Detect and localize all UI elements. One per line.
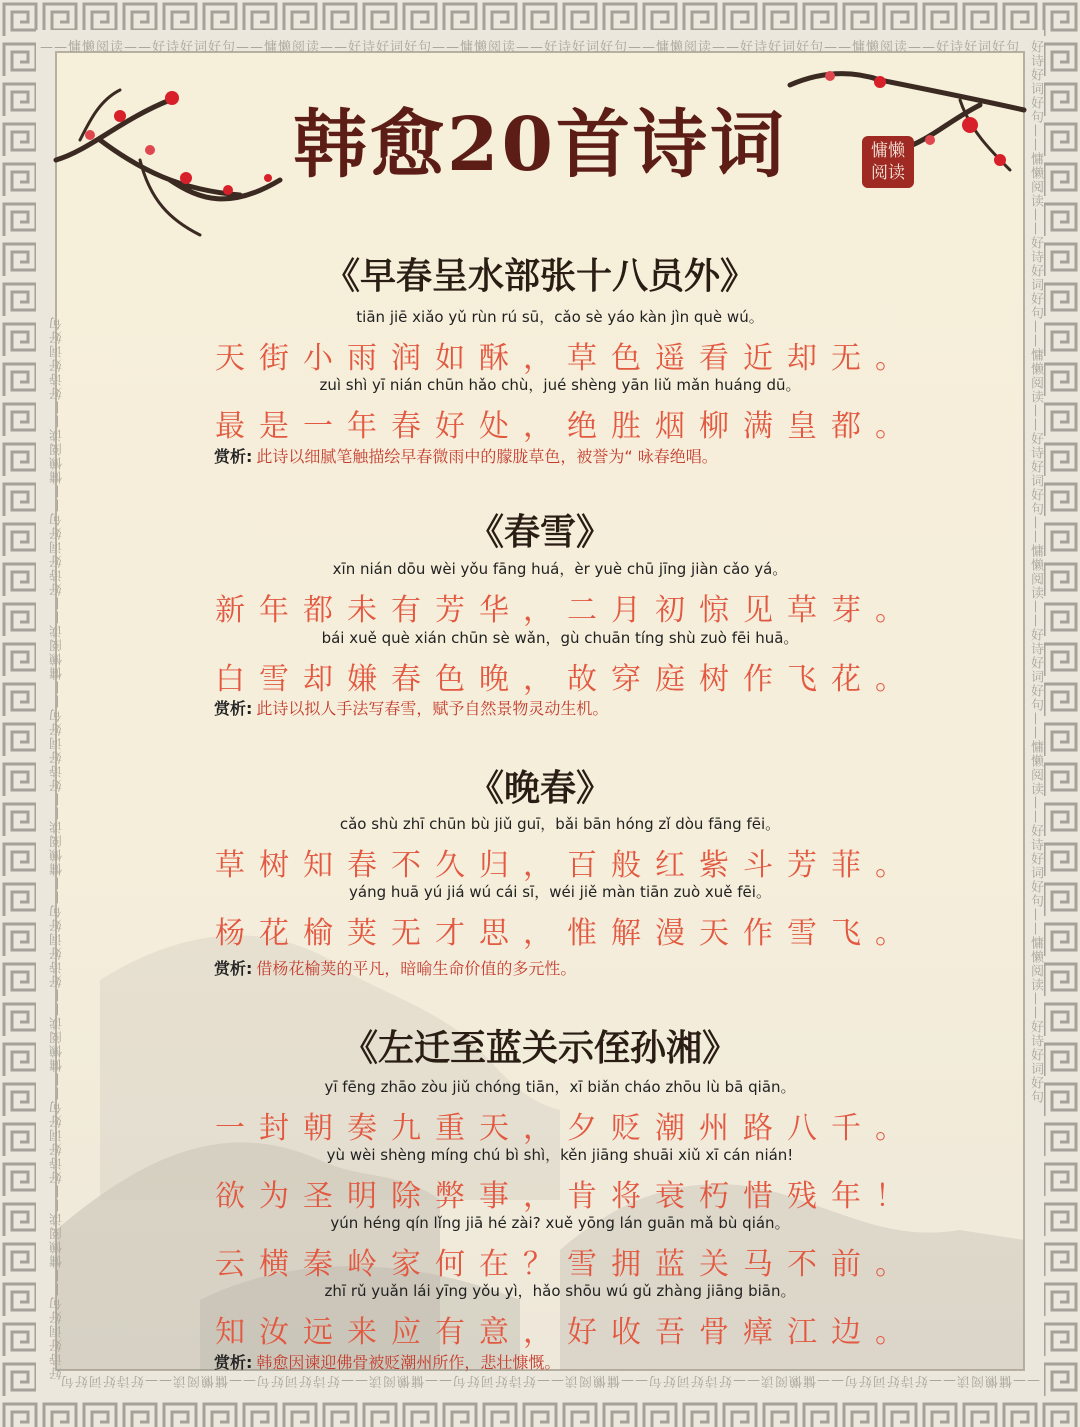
hanzi-char: 骨 (699, 1315, 729, 1350)
hanzi-char: 街 (259, 341, 289, 376)
hanzi-char: 应 (391, 1315, 421, 1350)
hanzi-char: 雨 (347, 341, 377, 376)
hanzi-char: 草 (567, 341, 597, 376)
hanzi-char: 草 (215, 848, 245, 883)
watermark-bottom: ——慵懒阅读——好诗好词好句——慵懒阅读——好诗好词好句——慵懒阅读——好诗好词好句——慵懒阅读——好诗好词好句——慵懒阅读——好诗好词好句 (59, 1373, 1040, 1388)
hanzi-char: 草 (787, 593, 817, 628)
hanzi-char: 蓝 (655, 1247, 685, 1282)
hanzi-char: 二 (567, 593, 597, 628)
comment-text: 韩愈因谏迎佛骨被贬潮州所作，悲壮慷慨。 (256, 1353, 561, 1372)
hanzi-char: 看 (699, 341, 729, 376)
hanzi-line (210, 654, 910, 698)
hanzi-char: 润 (391, 341, 421, 376)
hanzi-char: 思 (479, 916, 509, 951)
hanzi-char: 红 (655, 848, 685, 883)
hanzi-char: 新 (215, 593, 245, 628)
hanzi-char: 意 (479, 1315, 509, 1350)
hanzi-char: 知 (303, 848, 333, 883)
hanzi-char: 作 (743, 916, 773, 951)
hanzi-char: 吾 (655, 1315, 685, 1350)
hanzi-char: 酥 (479, 341, 509, 376)
hanzi-char: 芳 (435, 593, 465, 628)
hanzi-char: ， (523, 916, 553, 951)
hanzi-char: 好 (567, 1315, 597, 1350)
poem-line (210, 1212, 910, 1283)
hanzi-char: 柳 (699, 409, 729, 444)
hanzi-line (210, 840, 910, 884)
hanzi-char: 。 (875, 916, 905, 951)
hanzi-char: ， (523, 341, 553, 376)
hanzi-char: 朽 (699, 1179, 729, 1214)
comment-label: 赏析: (214, 959, 253, 978)
hanzi-char: ？ (523, 1247, 553, 1282)
hanzi-char: 斗 (743, 848, 773, 883)
hanzi-char: 封 (259, 1111, 289, 1146)
hanzi-char: 皇 (787, 409, 817, 444)
hanzi-char: 家 (391, 1247, 421, 1282)
seal-stamp: 慵懒 阅读 (862, 136, 914, 188)
poem-line (210, 374, 910, 445)
hanzi-char: 见 (743, 593, 773, 628)
hanzi-char: 重 (435, 1111, 465, 1146)
poem-title: 《春雪》 (467, 511, 612, 553)
hanzi-char: 年 (259, 593, 289, 628)
hanzi-char: 贬 (611, 1111, 641, 1146)
hanzi-char: 飞 (831, 916, 861, 951)
comment-label: 赏析: (214, 699, 253, 718)
hanzi-char: 花 (831, 662, 861, 697)
hanzi-char: 前 (831, 1247, 861, 1282)
hanzi-char: 雪 (567, 1247, 597, 1282)
hanzi-char: 何 (435, 1247, 465, 1282)
poem-comment (214, 956, 576, 979)
hanzi-char: 穿 (611, 662, 641, 697)
watermark-left: 好诗好词好句——慵懒阅读——好诗好词好句——慵懒阅读——好诗好词好句——慵懒阅读——好诗好词好句——慵懒阅读——好诗好词好句——慵懒阅读——好诗好词好句 (50, 316, 65, 1380)
hanzi-char: 紫 (699, 848, 729, 883)
hanzi-char: 雪 (259, 662, 289, 697)
hanzi-char: 雪 (787, 916, 817, 951)
hanzi-char: 小 (303, 341, 333, 376)
hanzi-char: 衰 (655, 1179, 685, 1214)
hanzi-char: 一 (303, 409, 333, 444)
hanzi-char: ！ (875, 1179, 905, 1214)
hanzi-char: 除 (391, 1179, 421, 1214)
hanzi-char: 却 (787, 341, 817, 376)
pinyin-line: xīn nián dōu wèi yǒu fāng huá，èr yuè chū jīng jiàn cǎo yá。 (332, 560, 788, 578)
poem-line (210, 558, 910, 629)
hanzi-line (210, 1103, 910, 1147)
hanzi-char: 荚 (347, 916, 377, 951)
hanzi-char: 来 (347, 1315, 377, 1350)
hanzi-char: ， (523, 1179, 553, 1214)
hanzi-char: 都 (303, 593, 333, 628)
poem-title: 《早春呈水部张十八员外》 (323, 255, 756, 297)
hanzi-char: 云 (215, 1247, 245, 1282)
hanzi-char: 芽 (831, 593, 861, 628)
hanzi-char: 弊 (435, 1179, 465, 1214)
comment-label: 赏析: (214, 1353, 253, 1372)
hanzi-char: 树 (259, 848, 289, 883)
hanzi-char: 如 (435, 341, 465, 376)
hanzi-char: 月 (611, 593, 641, 628)
hanzi-char: 华 (479, 593, 509, 628)
hanzi-char: 关 (699, 1247, 729, 1282)
hanzi-line (210, 1307, 910, 1351)
hanzi-char: 。 (875, 409, 905, 444)
hanzi-char: 。 (875, 848, 905, 883)
hanzi-char: 近 (743, 341, 773, 376)
hanzi-char: 拥 (611, 1247, 641, 1282)
hanzi-char: 。 (875, 341, 905, 376)
comment-text: 此诗以细腻笔触描绘早春微雨中的朦胧草色，被誉为“ 咏春绝唱。 (256, 447, 718, 466)
hanzi-char: 有 (391, 593, 421, 628)
hanzi-char: 百 (567, 848, 597, 883)
pinyin-line: yù wèi shèng míng chú bì shì，kěn jiāng shuāi xiǔ xī cán nián! (326, 1146, 794, 1164)
poem-comment (214, 1350, 560, 1373)
hanzi-char: 满 (743, 409, 773, 444)
hanzi-char: 江 (787, 1315, 817, 1350)
hanzi-char: 飞 (787, 662, 817, 697)
hanzi-char: 边 (831, 1315, 861, 1350)
hanzi-char: 白 (215, 662, 245, 697)
pinyin-line: zhī rǔ yuǎn lái yīng yǒu yì，hǎo shōu wú gǔ zhàng jiāng biān。 (324, 1282, 796, 1300)
hanzi-line (210, 1239, 910, 1283)
hanzi-char: 都 (831, 409, 861, 444)
hanzi-char: 色 (611, 341, 641, 376)
hanzi-char: 事 (479, 1179, 509, 1214)
hanzi-char: 。 (875, 662, 905, 697)
hanzi-char: 作 (743, 662, 773, 697)
hanzi-char: 初 (655, 593, 685, 628)
watermark-top: ——慵懒阅读——好诗好词好句——慵懒阅读——好诗好词好句——慵懒阅读——好诗好词好句——慵懒阅读——好诗好词好句——慵懒阅读——好诗好词好句 (40, 40, 1021, 55)
hanzi-char: 天 (699, 916, 729, 951)
hanzi-char: 秦 (303, 1247, 333, 1282)
hanzi-char: 岭 (347, 1247, 377, 1282)
hanzi-char: 肯 (567, 1179, 597, 1214)
poem-line (210, 1144, 910, 1215)
hanzi-char: 马 (743, 1247, 773, 1282)
hanzi-char: 州 (699, 1111, 729, 1146)
hanzi-char: 色 (435, 662, 465, 697)
hanzi-char: 瘴 (743, 1315, 773, 1350)
poem-comment (214, 444, 718, 467)
hanzi-char: 遥 (655, 341, 685, 376)
page-title: 韩愈20首诗词 (293, 102, 787, 188)
hanzi-char: 明 (347, 1179, 377, 1214)
hanzi-char: 漫 (655, 916, 685, 951)
hanzi-char: 年 (347, 409, 377, 444)
poem-line (210, 881, 910, 952)
poem-title: 《左迁至蓝关示侄孙湘》 (341, 1027, 738, 1069)
pinyin-line: yáng huā yú jiá wú cái sī，wéi jiě màn tiān zuò xuě fēi。 (349, 883, 771, 901)
hanzi-char: 夕 (567, 1111, 597, 1146)
hanzi-char: 春 (391, 662, 421, 697)
hanzi-char: 千 (831, 1111, 861, 1146)
hanzi-char: 。 (875, 1315, 905, 1350)
hanzi-char: 不 (787, 1247, 817, 1282)
hanzi-char: ， (523, 662, 553, 697)
hanzi-char: 故 (567, 662, 597, 697)
pinyin-line: zuì shì yī nián chūn hǎo chù，jué shèng yān liǔ mǎn huáng dū。 (319, 376, 801, 394)
hanzi-char: ， (523, 848, 553, 883)
hanzi-char: 潮 (655, 1111, 685, 1146)
hanzi-line (210, 908, 910, 952)
hanzi-char: 绝 (567, 409, 597, 444)
hanzi-char: 天 (215, 341, 245, 376)
hanzi-char: ， (523, 1315, 553, 1350)
hanzi-char: ， (523, 409, 553, 444)
hanzi-char: 久 (435, 848, 465, 883)
hanzi-char: 才 (435, 916, 465, 951)
hanzi-char: 好 (435, 409, 465, 444)
pinyin-line: bái xuě què xián chūn sè wǎn，gù chuān tíng shù zuò fēi huā。 (321, 629, 799, 647)
poem-line (210, 1076, 910, 1147)
pinyin-line: tiān jiē xiǎo yǔ rùn rú sū，cǎo sè yáo kàn jìn què wú。 (356, 308, 764, 326)
hanzi-char: 嫌 (347, 662, 377, 697)
hanzi-char: 残 (787, 1179, 817, 1214)
pinyin-line: yún héng qín lǐng jiā hé zài? xuě yōng lán guān mǎ bù qián。 (330, 1214, 790, 1232)
comment-label: 赏析: (214, 447, 253, 466)
hanzi-char: 欲 (215, 1179, 245, 1214)
hanzi-char: 年 (831, 1179, 861, 1214)
hanzi-char: 收 (611, 1315, 641, 1350)
hanzi-char: 解 (611, 916, 641, 951)
poem-line (210, 306, 910, 377)
poem-line (210, 813, 910, 884)
poem-line (210, 1280, 910, 1351)
pinyin-line: cǎo shù zhī chūn bù jiǔ guī，bǎi bān hóng zǐ dòu fāng fēi。 (339, 815, 781, 833)
hanzi-char: 知 (215, 1315, 245, 1350)
poem-line (210, 627, 910, 698)
hanzi-char: 奏 (347, 1111, 377, 1146)
hanzi-char: 最 (215, 409, 245, 444)
hanzi-char: 将 (611, 1179, 641, 1214)
hanzi-char: 为 (259, 1179, 289, 1214)
hanzi-char: 却 (303, 662, 333, 697)
hanzi-char: 榆 (303, 916, 333, 951)
hanzi-char: 朝 (303, 1111, 333, 1146)
hanzi-char: 。 (875, 1247, 905, 1282)
hanzi-char: 九 (391, 1111, 421, 1146)
hanzi-char: 般 (611, 848, 641, 883)
watermark-right: 好诗好词好句——慵懒阅读——好诗好词好句——慵懒阅读——好诗好词好句——慵懒阅读——好诗好词好句——慵懒阅读——好诗好词好句——慵懒阅读——好诗好词好句 (1028, 40, 1043, 1104)
hanzi-char: 春 (391, 409, 421, 444)
comment-text: 此诗以拟人手法写春雪，赋予自然景物灵动生机。 (256, 699, 609, 718)
hanzi-char: 。 (875, 1111, 905, 1146)
hanzi-char: 菲 (831, 848, 861, 883)
hanzi-line (210, 333, 910, 377)
poem-title: 《晚春》 (467, 767, 612, 809)
hanzi-char: 路 (743, 1111, 773, 1146)
hanzi-char: 有 (435, 1315, 465, 1350)
hanzi-line (210, 401, 910, 445)
hanzi-line (210, 585, 910, 629)
hanzi-char: 天 (479, 1111, 509, 1146)
hanzi-char: 无 (391, 916, 421, 951)
hanzi-char: 远 (303, 1315, 333, 1350)
hanzi-char: 烟 (655, 409, 685, 444)
hanzi-char: 未 (347, 593, 377, 628)
hanzi-char: 惜 (743, 1179, 773, 1214)
hanzi-char: 。 (875, 593, 905, 628)
hanzi-char: 无 (831, 341, 861, 376)
hanzi-char: 是 (259, 409, 289, 444)
hanzi-char: 一 (215, 1111, 245, 1146)
hanzi-char: 圣 (303, 1179, 333, 1214)
hanzi-char: 春 (347, 848, 377, 883)
hanzi-char: 胜 (611, 409, 641, 444)
hanzi-char: 横 (259, 1247, 289, 1282)
hanzi-char: 不 (391, 848, 421, 883)
hanzi-char: 归 (479, 848, 509, 883)
hanzi-line (210, 1171, 910, 1215)
comment-text: 借杨花榆荚的平凡，暗喻生命价值的多元性。 (256, 959, 577, 978)
hanzi-char: 杨 (215, 916, 245, 951)
hanzi-char: 惟 (567, 916, 597, 951)
hanzi-char: 八 (787, 1111, 817, 1146)
hanzi-char: 芳 (787, 848, 817, 883)
hanzi-char: 在 (479, 1247, 509, 1282)
hanzi-char: 花 (259, 916, 289, 951)
hanzi-char: 庭 (655, 662, 685, 697)
pinyin-line: yī fēng zhāo zòu jiǔ chóng tiān，xī biǎn cháo zhōu lù bā qiān。 (324, 1078, 796, 1096)
poem-comment (214, 696, 608, 719)
hanzi-char: ， (523, 1111, 553, 1146)
hanzi-char: 树 (699, 662, 729, 697)
hanzi-char: 汝 (259, 1315, 289, 1350)
hanzi-char: 惊 (699, 593, 729, 628)
hanzi-char: ， (523, 593, 553, 628)
hanzi-char: 处 (479, 409, 509, 444)
hanzi-char: 晚 (479, 662, 509, 697)
